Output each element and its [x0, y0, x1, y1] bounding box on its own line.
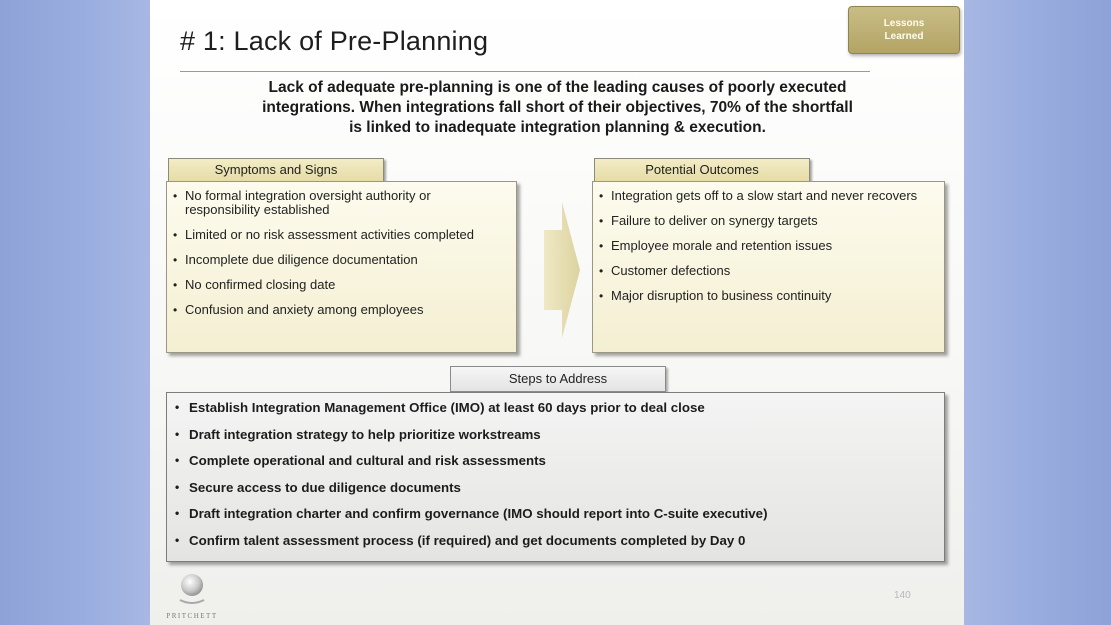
steps-panel — [166, 392, 945, 562]
outcome-item: • Employee morale and retention issues — [593, 239, 944, 253]
symptom-item: • No confirmed closing date — [167, 278, 516, 292]
outcome-item: • Major disruption to business continuity — [593, 289, 944, 303]
logo-text: PRITCHETT — [166, 612, 218, 620]
page-number: 140 — [894, 590, 911, 601]
lessons-learned-badge — [848, 6, 960, 54]
intro-text — [180, 78, 935, 138]
badge-line-2: Learned — [884, 31, 924, 42]
symptoms-list — [167, 189, 516, 317]
step-item: • Secure access to due diligence documents — [167, 480, 944, 495]
step-item: • Confirm talent assessment process (if required) and get documents completed by Day 0 — [167, 533, 944, 548]
intro-line-1: Lack of adequate pre-planning is one of the leading causes of poorly executed — [268, 79, 847, 96]
step-item: • Establish Integration Management Office (IMO) at least 60 days prior to deal close — [167, 400, 944, 415]
intro-line-2: integrations. When integrations fall short of their objectives, 70% of the shortfall — [262, 99, 853, 116]
pritchett-logo — [162, 572, 222, 622]
steps-header: Steps to Address — [450, 366, 666, 392]
step-item: • Draft integration strategy to help prioritize workstreams — [167, 427, 944, 442]
symptoms-header: Symptoms and Signs — [168, 158, 384, 182]
intro-line-3: is linked to inadequate integration planning & execution. — [349, 119, 766, 136]
step-item: • Draft integration charter and confirm governance (IMO should report into C-suite executive) — [167, 506, 944, 521]
badge-line-1: Lessons — [883, 18, 925, 29]
outcome-item: • Customer defections — [593, 264, 944, 278]
outcomes-panel — [592, 181, 945, 353]
symptom-item: • Limited or no risk assessment activities completed — [167, 228, 516, 242]
slide-title: # 1: Lack of Pre-Planning — [180, 26, 489, 56]
outcome-item: • Integration gets off to a slow start and never recovers — [593, 189, 944, 203]
outcome-item: • Failure to deliver on synergy targets — [593, 214, 944, 228]
steps-list — [167, 400, 944, 548]
left-frame — [0, 0, 150, 625]
title-divider — [180, 71, 870, 72]
right-frame — [964, 0, 1111, 625]
step-item: • Complete operational and cultural and risk assessments — [167, 453, 944, 468]
globe-logo-icon — [162, 572, 222, 612]
symptom-item: • Incomplete due diligence documentation — [167, 253, 516, 267]
slide — [150, 0, 964, 625]
outcomes-header: Potential Outcomes — [594, 158, 810, 182]
right-arrow-icon — [542, 200, 582, 340]
symptoms-panel — [166, 181, 517, 353]
symptom-item: • No formal integration oversight authority or responsibility established — [167, 189, 516, 217]
outcomes-list — [593, 189, 944, 303]
symptom-item: • Confusion and anxiety among employees — [167, 303, 516, 317]
